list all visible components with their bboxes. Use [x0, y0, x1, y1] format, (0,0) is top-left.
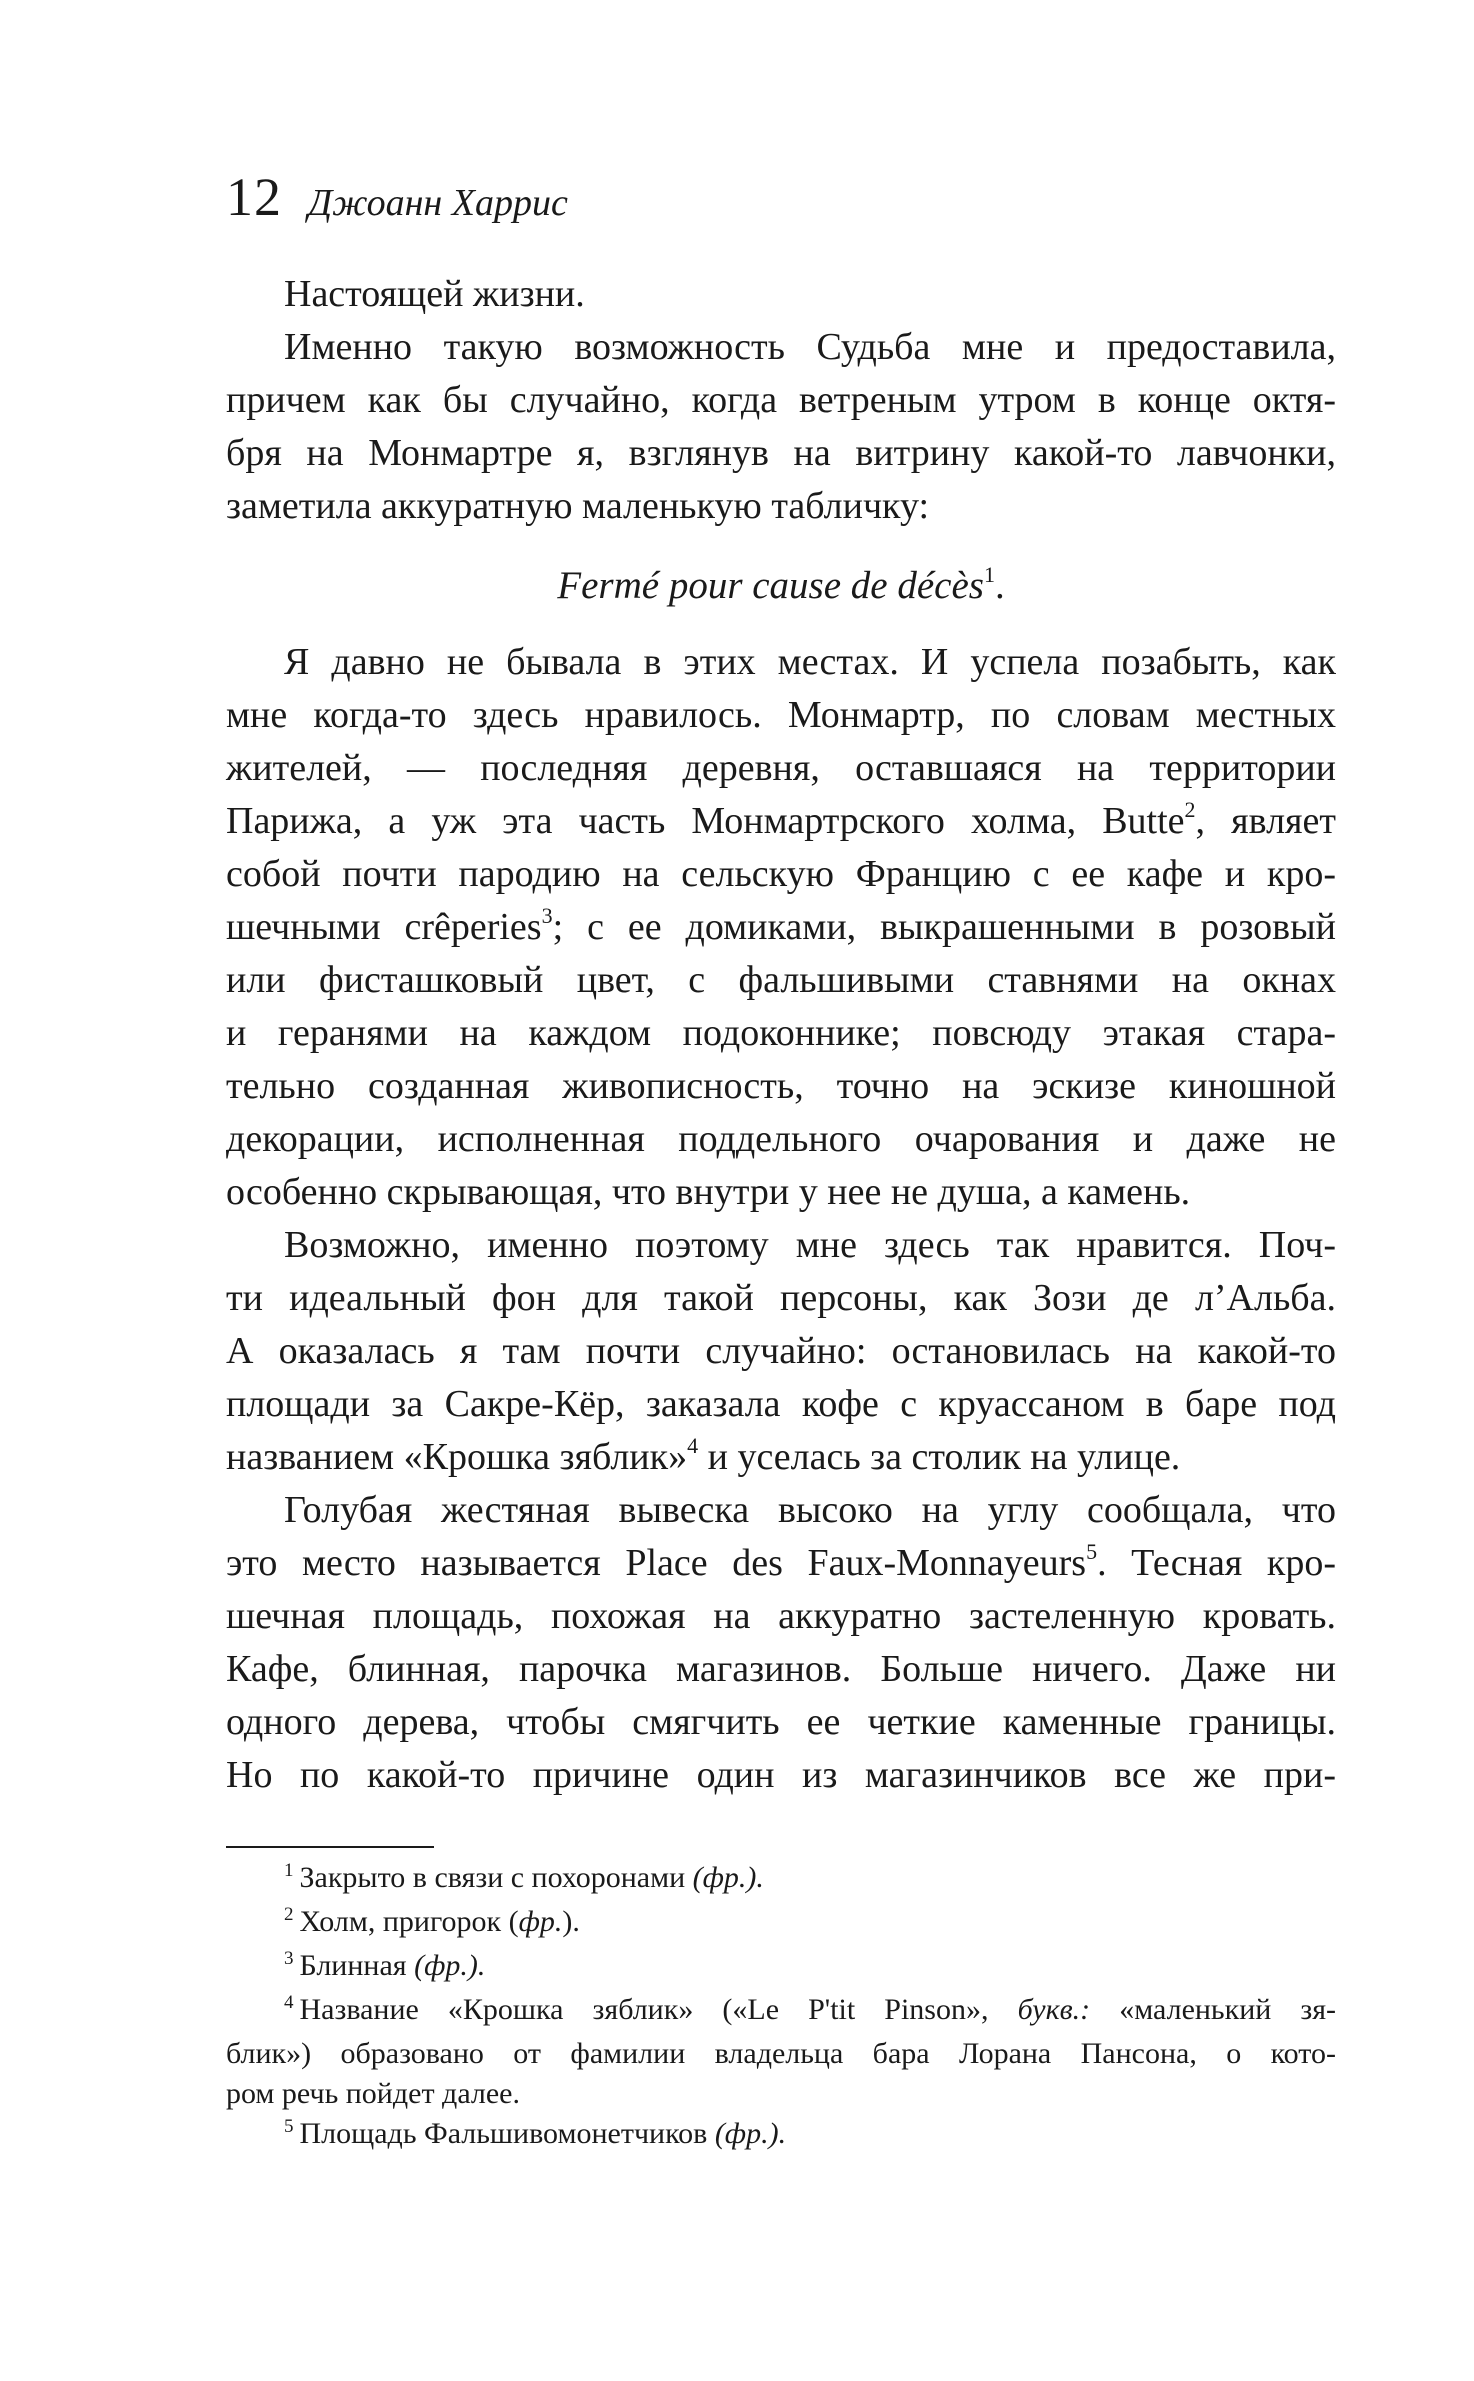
body-text [226, 268, 1336, 1802]
footnote-3 [226, 1946, 1336, 1990]
text-line [226, 795, 1336, 848]
footnote-mark: 4 [284, 1992, 294, 2013]
sign-text-content: Fermé pour cause de décès [557, 564, 984, 607]
paragraph-2 [226, 321, 1336, 533]
text-line: заметила аккуратную маленькую табличку: [226, 485, 930, 527]
footnote-text: Закрыто в связи с похоронами [299, 1861, 686, 1894]
text-fragment: . Тесная кро- [1097, 1542, 1336, 1584]
footnote-ref: 2 [1184, 797, 1196, 822]
text-line: бря на Монмартре я, взглянув на витрину какой-то лавчонки, [226, 432, 1336, 474]
footnote-mark: 5 [284, 2116, 294, 2137]
text-fragment: и уселась за столик на улице. [698, 1436, 1181, 1478]
text-line: или фисташковый цвет, с фальшивыми ставнями на окнах [226, 959, 1336, 1001]
text-fragment: , являет [1195, 800, 1336, 842]
text-line: причем как бы случайно, когда ветреным утром в конце октя- [226, 379, 1336, 421]
footnote-ref: 1 [983, 562, 995, 587]
footnote-ref: 5 [1086, 1539, 1098, 1564]
text-line: ром речь пойдет далее. [226, 2077, 520, 2110]
running-head-author: Джоанн Харрис [308, 182, 568, 224]
text-line: Настоящей жизни. [284, 273, 585, 315]
footnote-text: Площадь Фальшивомонетчиков [299, 2117, 708, 2150]
footnote-tail: ). [562, 1905, 580, 1938]
text-line [226, 1946, 1336, 1990]
text-line [226, 1990, 1336, 2034]
footnote-lang: фр. [518, 1905, 563, 1938]
text-line: особенно скрывающая, что внутри у нее не душа, а камень. [226, 1171, 1191, 1213]
footnote-lang: (фр.). [414, 1949, 486, 1982]
text-fragment: шечными crêperies [226, 906, 542, 948]
sign-text [226, 559, 1336, 612]
footnote-text: Блинная [299, 1949, 407, 1982]
text-line: мне когда-то здесь нравилось. Монмартр, по словам местных [226, 694, 1336, 736]
sign-text-tail: . [994, 564, 1005, 607]
text-line: Голубая жестяная вывеска высоко на углу сообщала, что [284, 1489, 1336, 1531]
footnote-1 [226, 1858, 1336, 1902]
text-line [226, 2114, 1336, 2158]
footnote-lang: (фр.). [714, 2117, 787, 2150]
footnote-4 [226, 1990, 1336, 2114]
footnote-2 [226, 1902, 1336, 1946]
paragraph-4 [226, 1219, 1336, 1484]
footnote-text: Название «Крошка зяблик» («Le P'tit Pinson», [299, 1993, 989, 2026]
footnote-lang: (фр.). [692, 1861, 764, 1894]
text-fragment: названием «Крошка зяблик» [226, 1436, 688, 1478]
footnote-ref: 3 [541, 903, 553, 928]
text-fragment: Парижа, а уж эта часть Монмартрского холма, Butte [226, 800, 1185, 842]
text-line: жителей, — последняя деревня, оставшаяся на территории [226, 747, 1336, 789]
footnote-divider [226, 1846, 434, 1848]
text-line [226, 901, 1336, 954]
text-line: и геранями на каждом подоконнике; повсюду этакая стара- [226, 1012, 1336, 1054]
running-head [226, 167, 568, 227]
text-line: тельно созданная живописность, точно на эскизе киношной [226, 1065, 1336, 1107]
footnote-mark: 3 [284, 1948, 294, 1969]
footnote-mark: 2 [284, 1904, 294, 1925]
text-line: Я давно не бывала в этих местах. И успела позабыть, как [284, 641, 1336, 683]
text-line: собой почти пародию на сельскую Францию с ее кафе и кро- [226, 853, 1336, 895]
text-line: площади за Сакре-Кёр, заказала кофе с круассаном в баре под [226, 1383, 1336, 1425]
paragraph-3 [226, 636, 1336, 1219]
footnote-ref: 4 [687, 1433, 699, 1458]
text-line: А оказалась я там почти случайно: остановилась на какой-то [226, 1330, 1336, 1372]
footnote-text: Холм, пригорок ( [299, 1905, 519, 1938]
paragraph-5 [226, 1484, 1336, 1802]
text-line: Возможно, именно поэтому мне здесь так нравится. Поч- [284, 1224, 1336, 1266]
text-fragment: ; с ее домиками, выкрашенными в розовый [552, 906, 1336, 948]
footnote-abbrev: букв.: [1017, 1993, 1091, 2026]
text-line: Кафе, блинная, парочка магазинов. Больше ничего. Даже ни [226, 1648, 1336, 1690]
footnote-text: «маленький зя- [1119, 1993, 1337, 2026]
text-line: шечная площадь, похожая на аккуратно застеленную кровать. [226, 1595, 1336, 1637]
text-line: декорации, исполненная поддельного очарования и даже не [226, 1118, 1336, 1160]
text-line [226, 1537, 1336, 1590]
page-number: 12 [226, 167, 282, 227]
text-line: одного дерева, чтобы смягчить ее четкие каменные границы. [226, 1701, 1336, 1743]
footnote-mark: 1 [284, 1860, 294, 1881]
text-line [226, 1858, 1336, 1902]
footnote-5 [226, 2114, 1336, 2158]
text-line: Но по какой-то причине один из магазинчиков все же при- [226, 1754, 1336, 1796]
paragraph-1 [226, 268, 1336, 321]
text-line: ти идеальный фон для такой персоны, как Зози де л’Альба. [226, 1277, 1336, 1319]
text-fragment: это место называется Place des Faux-Monnayeurs [226, 1542, 1087, 1584]
footnotes [226, 1858, 1336, 2158]
text-line [226, 1431, 1336, 1484]
text-line: блик») образовано от фамилии владельца бара Лорана Пансона, о кото- [226, 2037, 1336, 2070]
text-line [226, 1902, 1336, 1946]
text-line: Именно такую возможность Судьба мне и предоставила, [284, 326, 1336, 368]
